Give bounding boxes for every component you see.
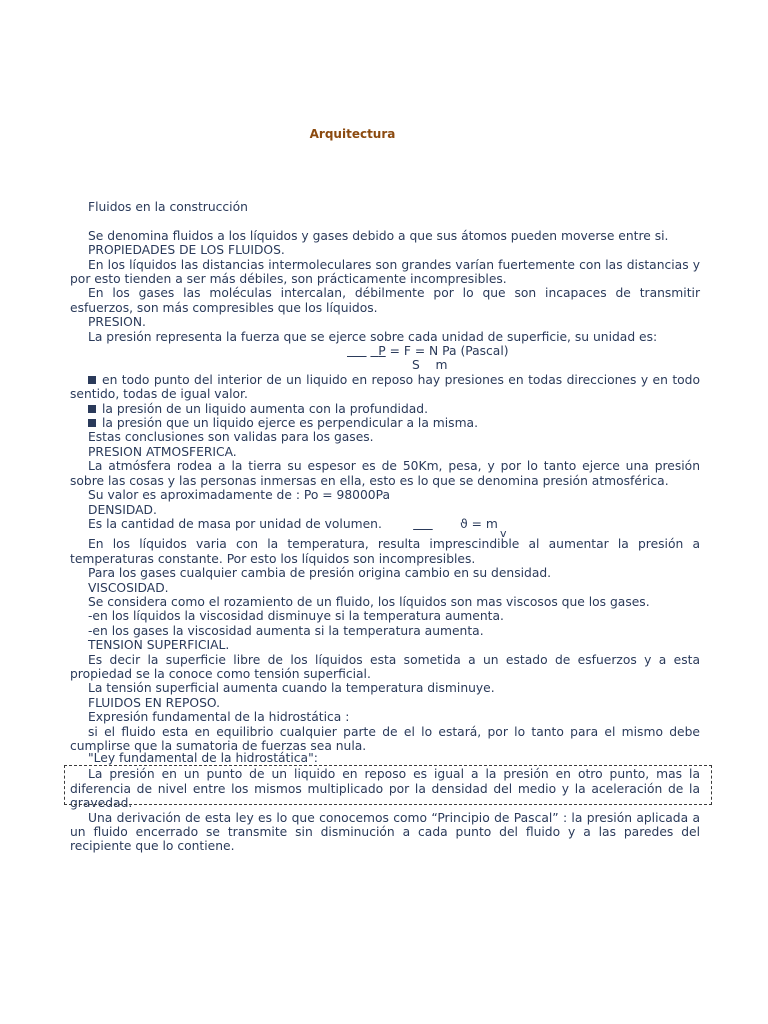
density-equation: ϑ = m (460, 516, 498, 531)
paragraph-gases: En los gases las moléculas intercalan, débilmente por lo que son incapaces de transmitir esfuerzos, son más compresibles que los líquidos. (70, 286, 700, 315)
heading-presion-atmosferica: PRESION ATMOSFERICA. (88, 444, 237, 459)
paragraph-gases-validas: Estas conclusiones son validas para los gases. (88, 430, 374, 445)
formula-underline-blank (347, 344, 367, 358)
square-bullet-icon (88, 419, 96, 427)
paragraph-liquidos: En los líquidos las distancias intermoleculares son grandes varían fuertemente con las distancias y por esto tienden a ser más débiles, son prácticamente incompresibles. (70, 257, 700, 287)
paragraph-viscosidad-gases: -en los gases la viscosidad aumenta si la temperatura aumenta. (88, 623, 484, 638)
paragraph-fluidos-intro: Fluidos en la construcción (88, 200, 248, 214)
density-formula (70, 516, 700, 540)
heading-densidad: DENSIDAD. (88, 502, 157, 517)
paragraph-principio-pascal: Una derivación de esta ley es lo que conocemos como “Principio de Pascal” : la presión aplicada a un fluido encerrado se transmite sin disminución a cada punto del fluido y a las paredes del recipiente que lo contiene. (70, 810, 700, 854)
paragraph-tension-temperatura: La tensión superficial aumenta cuando la temperatura disminuye. (88, 681, 495, 696)
bullet-item: la presión de un liquido aumenta con la profundidad. (70, 402, 700, 416)
pressure-formula (70, 344, 700, 373)
heading-ley-fundamental: "Ley fundamental de la hidrostática": (88, 751, 318, 766)
pressure-formula-line2: S m (412, 358, 448, 373)
density-denominator: v (500, 526, 507, 540)
pressure-formula-line1 (347, 344, 509, 358)
paragraph-viscosidad-liquidos: -en los líquidos la viscosidad disminuye si la temperatura aumenta. (88, 609, 504, 624)
bullet-item: la presión que un liquido ejerce es perpendicular a la misma. (70, 416, 700, 430)
paragraph-gases-densidad: Para los gases cualquier cambia de presión origina cambio en su densidad. (88, 566, 552, 581)
paragraph-presion: La presión representa la fuerza que se ejerce sobre cada unidad de superficie, su unidad es: (88, 329, 658, 344)
paragraph-valor-po: Su valor es aproximadamente de : Po = 98000Pa (88, 488, 391, 503)
heading-propiedades: PROPIEDADES DE LOS FLUIDOS. (88, 243, 285, 258)
density-underline-blank (413, 517, 433, 531)
paragraph-ley-fundamental: La presión en un punto de un liquido en reposo es igual a la presión en otro punto, mas la diferencia de nivel entre los mismos multiplicado por la densidad del medio y la aceleración de la gravedad. (70, 767, 700, 811)
square-bullet-icon (88, 405, 96, 413)
page-title: Arquitectura (309, 127, 396, 141)
paragraph-liquidos-temperatura: En los líquidos varia con la temperatura, resulta imprescindible al aumentar la presión a temperaturas constante. Por esto los líquidos son incompresibles. (70, 537, 700, 566)
heading-presion: PRESION. (88, 315, 146, 330)
formula-p-symbol: P (378, 344, 386, 359)
formula-equation: = F = N Pa (Pascal) (385, 344, 509, 359)
heading-tension-superficial: TENSION SUPERFICIAL. (88, 638, 230, 653)
paragraph-tension: Es decir la superficie libre de los líquidos esta sometida a un estado de esfuerzos y a esta propiedad se la conoce como tensión superficial. (70, 652, 700, 681)
paragraph-atmosfera: La atmósfera rodea a la tierra su espesor es de 50Km, pesa, y por lo tanto ejerce una presión sobre las cosas y las personas inmersas en ella, esto es lo que se denomina presión atmosférica. (70, 459, 700, 488)
paragraph-expresion-fundamental: Expresión fundamental de la hidrostática : (88, 710, 350, 725)
heading-viscosidad: VISCOSIDAD. (88, 580, 169, 595)
paragraph-equilibrio: si el fluido esta en equilibrio cualquier parte de el lo estará, por lo tanto para el mismo debe cumplirse que la sumatoria de fuerzas sea nula. (70, 724, 700, 753)
density-line: Es la cantidad de masa por unidad de volumen. ϑ = m (88, 516, 498, 531)
document-body (70, 200, 700, 854)
paragraph-definicion: Se denomina fluidos a los líquidos y gases debido a que sus átomos pueden moverse entre si. (88, 228, 669, 243)
paragraph-viscosidad: Se considera como el rozamiento de un fluido, los líquidos son mas viscosos que los gases. (88, 594, 650, 609)
heading-fluidos-reposo: FLUIDOS EN REPOSO. (88, 695, 220, 710)
square-bullet-icon (88, 376, 96, 384)
bullet-item: en todo punto del interior de un liquido en reposo hay presiones en todas direcciones y en todo sentido, todas de igual valor. (70, 372, 700, 402)
